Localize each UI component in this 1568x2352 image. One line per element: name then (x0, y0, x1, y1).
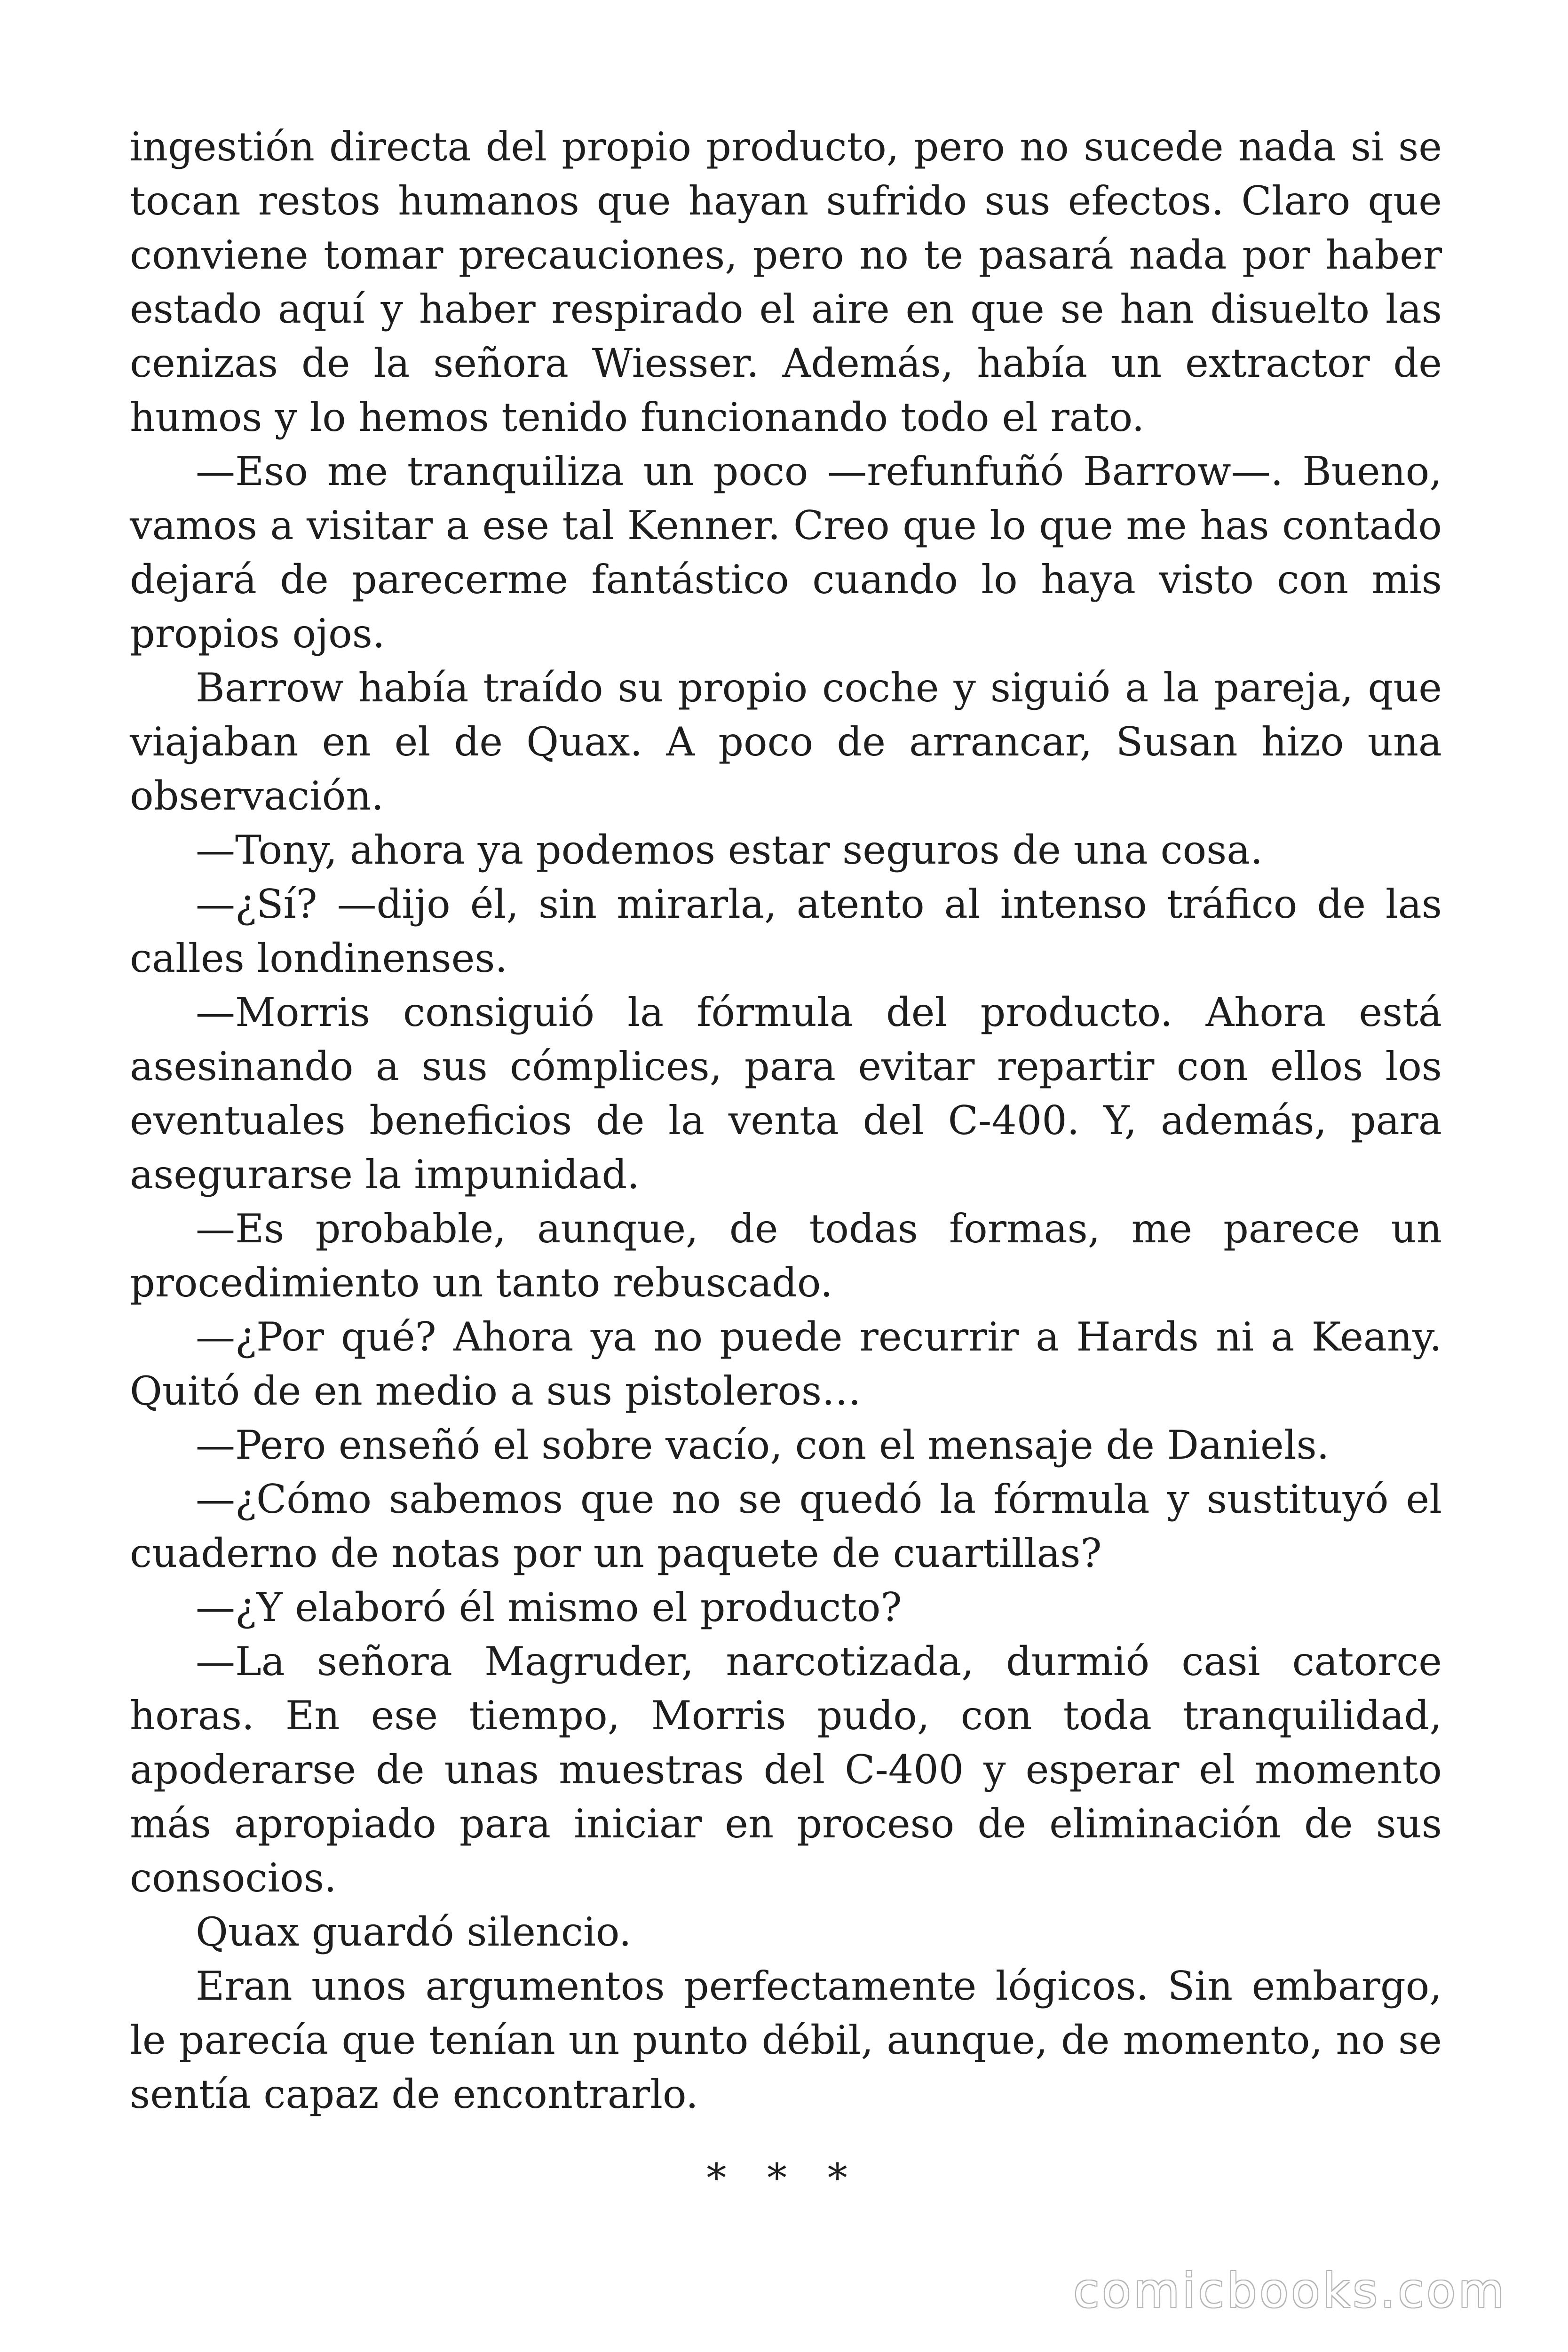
paragraph: —¿Sí? —dijo él, sin mirarla, atento al intenso tráfico de las calles londinenses. (130, 881, 1442, 981)
paragraph: Barrow había traído su propio coche y siguió a la pareja, que viajaban en el de Quax. A poco de arrancar, Susan hizo una observación. (130, 665, 1442, 819)
watermark: comicbooks.com (1073, 2263, 1507, 2318)
paragraph: —¿Cómo sabemos que no se quedó la fórmula y sustituyó el cuaderno de notas por un paquete de cuartillas? (130, 1476, 1442, 1576)
paragraph: —¿Y elaboró él mismo el producto? (196, 1584, 902, 1630)
paragraph: —Es probable, aunque, de todas formas, me parece un procedimiento un tanto rebuscado. (130, 1206, 1442, 1306)
paragraph: —Tony, ahora ya podemos estar seguros de una cosa. (196, 827, 1263, 873)
paragraph-continuation: ingestión directa del propio producto, pero no sucede nada si se tocan restos humanos que hayan sufrido sus efectos. Claro que conviene tomar precauciones, pero no te pasará nada por haber estado aquí y haber respirado el aire en que se han disuelto las cenizas de la señora Wiesser. Además, había un extractor de humos y lo hemos tenido funcionando todo el rato. (130, 124, 1442, 440)
paragraph: —¿Por qué? Ahora ya no puede recurrir a Hards ni a Keany. Quitó de en medio a sus pistoleros… (130, 1314, 1442, 1414)
paragraph: —Eso me tranquiliza un poco —refunfuñó Barrow—. Bueno, vamos a visitar a ese tal Kenner. Creo que lo que me has contado dejará de parecerme fantástico cuando lo haya visto con mis propios ojos. (130, 448, 1442, 657)
section-separator: * * * (706, 2155, 862, 2201)
paragraph: —Morris consiguió la fórmula del producto. Ahora está asesinando a sus cómplices, para evitar repartir con ellos los eventuales beneficios de la venta del C-400. Y, además, para asegurarse la impunidad. (130, 989, 1442, 1198)
body-text (130, 120, 1442, 2122)
paragraph: —Pero enseñó el sobre vacío, con el mensaje de Daniels. (196, 1422, 1330, 1468)
paragraph: Quax guardó silencio. (196, 1909, 632, 1955)
paragraph: Eran unos argumentos perfectamente lógicos. Sin embargo, le parecía que tenían un punto débil, aunque, de momento, no se sentía capaz de encontrarlo. (130, 1963, 1442, 2117)
paragraph: —La señora Magruder, narcotizada, durmió casi catorce horas. En ese tiempo, Morris pudo, con toda tranquilidad, apoderarse de unas muestras del C-400 y esperar el momento más apropiado para iniciar en proceso de eliminación de sus consocios. (130, 1638, 1442, 1901)
